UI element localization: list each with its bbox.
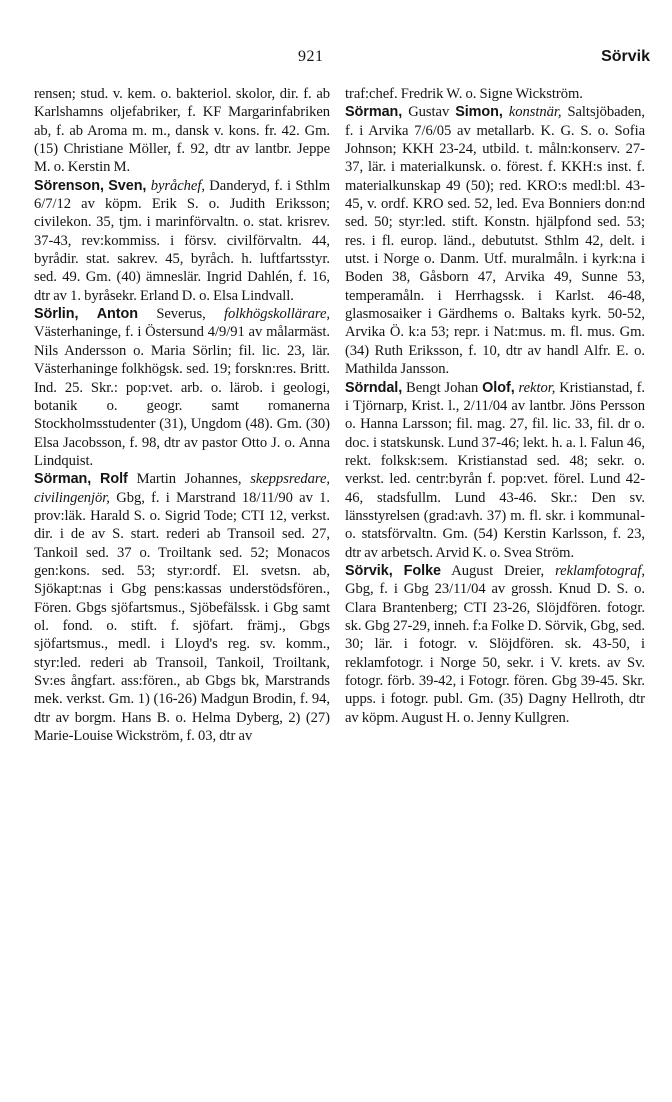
page-header (0, 48, 672, 72)
entry-surname: Sörvik, (345, 562, 393, 579)
page-number: 921 (298, 48, 324, 65)
entry-given-rest: August Dreier, (451, 562, 545, 579)
entry-surname: Sörenson, (34, 177, 104, 194)
entry-title: skeppsredare, civilingenjör, (34, 471, 330, 506)
right-column (345, 85, 645, 727)
entry-surname: Sörman, (34, 471, 92, 488)
entry-title: konstnär, (508, 104, 562, 121)
entry-given-rest: Severus, (156, 306, 206, 323)
entry-title: rektor, (518, 379, 556, 396)
entry-given-name: Rolf (100, 471, 128, 488)
entry-surname: Sörndal, (345, 379, 403, 396)
left-column (34, 85, 330, 745)
continuation-text: rensen; stud. v. kem. o. bakteriol. skolor, dir. f. ab Karlshamns oljefabriker, f. KF Margarinfabriken ab, f. ab Aroma m. m., dansk v. kons. fr. 42. Gm. (15) Christiane Möller, f. 92, dtr av lantbr. Jeppe M. o. Kerstin M. (34, 86, 330, 176)
entry-given-rest: Gustav (408, 104, 450, 121)
running-head: Sörvik (601, 48, 650, 65)
entry-given-rest: Bengt Johan (406, 379, 479, 396)
entry-given-name: Folke (403, 562, 442, 579)
entry-text: Gbg, f. i Marstrand 18/11/90 av 1. prov:läk. Harald S. o. Sigrid Tode; CTI 12, verkst. dir. i de av S. start. rederi ab Transoil sed. 27, Tankoil sed. 37 o. Troiltank sed. 52; Monacos gen:kons. sed. 53; styr:ordf. El. svetsn. ab, Sjökapt:nas i Gbg pens:kassas understödsfören., Fören. Gbgs sjöfartsmus., Sjöbefälssk. i Gbg samt ol. fond. o. stift. f. sjöfart. främj., Gbgs sjöfartsmus., medl. i Lloyd's reg. sv. komm., styr:led. rederi ab Transoil, Tankoil, Troiltank, Sv:es ångfart. ass:fören., ab Gbgs bk, Marstrands mek. verkst. Gm. 1) (16-26) Madgun Brodin, f. 94, dtr av borgm. Hans B. o. Helma Dyberg, 2) (27) Marie-Louise Wickström, f. 03, dtr av (34, 489, 331, 745)
entry-title: folkhögskollärare, (224, 306, 331, 323)
entry-sorenson (34, 177, 330, 305)
entry-surname: Sörman, (345, 104, 403, 121)
entry-title: byråchef, (150, 177, 205, 194)
entry-text: Saltsjöbaden, f. i Arvika 7/6/05 av metallarb. K. G. S. o. Sofia Johnson; KKH 23-24, utbild. t. måln:konserv. 27-37, lär. i materialkunsk. o. förest. f. KKH:s inst. f. materialkunskap 49 (50); red. KRO:s medl:bl. 43-45, v. ordf. KRO sed. 52, led. Eva Bonniers don:nd sed. 50; styr:led. stift. Konstn. hjälpfond sed. 53; res. i fl. europ. länd., debututst. Sthlm 42, delt. i utst. i Norge o. Danm. Utf. muralmåln. i kyrk:na i Boden 38, Gåsborn 47, Arvika 49, Sunne 53, temperamåln. i Herrhagssk. i Karlst. 46-48, glasmosaiker i Gärdhems o. Baltaks kyrk. 50-52, Arvika Ö. k:a 53; repr. i Nat:mus. m. fl. mus. Gm. (34) Ruth Eriksson, f. 10, dtr av handl Alfr. E. o. Mathilda Jansson. (345, 104, 646, 378)
entry-sorvik (345, 562, 645, 727)
entry-sorndal (345, 379, 645, 562)
entry-text: Danderyd, f. i Sthlm 6/7/12 av köpm. Erik S. o. Judith Eriksson; civilekon. 35, tjm. i marinförvaltn. o. stat. krisrev. 37-43, rev:kommiss. i försv. civilförvaltn. 44, byrådir. stat. sakrev. 45, byråch. h. luftfartsstyr. sed. 49. Gm. (40) ämneslär. Ingrid Dahlén, f. 16, dtr av 1. byråsekr. Erland D. o. Elsa Lindvall. (34, 177, 330, 304)
entry-text: Gbg, f. i Gbg 23/11/04 av grossh. Knud D. S. o. Clara Brantenberg; CTI 23-26, Slöjdfören. fotogr. sk. Gbg 27-29, inneh. f:a Folke D. Sörvik, Gbg, sed. 30; lär. i fotogr. v. Slöjdfören. sk. 43-50, i reklamfotogr. i Norge 50, sekr. i V. krets. av Sv. fotogr. förb. 39-42, i Fotogr. fören. Gbg 39-45. Skr. upps. i fotogr. publ. Gm. (35) Dagny Hellroth, dtr av köpm. August H. o. Jenny Kullgren. (345, 581, 645, 726)
entry-given-name: Sven, (108, 177, 147, 194)
entry-sorlin (34, 305, 330, 470)
entry-given-rest: Martin Johannes, (136, 471, 242, 488)
entry-given-name: Olof, (482, 379, 515, 396)
entry-title: reklamfotograf, (555, 562, 646, 579)
entry-text: Kristianstad, f. i Tjörnarp, Krist. l., 2/11/04 av lantbr. Jöns Persson o. Hanna Larsson; fil. mag. 27, fil. lic. 33, fil. dr o. doc. i statskunsk. Lund 37-46; lekt. h. a. l. Falun 46, rekt. folksk:sem. Kristianstad sed. 48; sekr. o. verkst. led. centr:byrån f. pop:vet. förel. Lund 42-46, stadsfullm. Lund 43-46. Skr.: Den sv. länsstyrelsen (grad:avh. 37) m. fl. skr. i kommunal- o. statsförvaltn. Gm. (54) Kerstin Karlsson, f. 23, dtr av arbetsch. Arvid K. o. Svea Ström. (345, 379, 646, 561)
entry-given-name: Anton (96, 306, 139, 323)
entry-sorman-rolf (34, 470, 330, 745)
entry-sorman-gustav (345, 103, 645, 378)
entry-surname: Sörlin, (34, 306, 79, 323)
entry-text: Västerhaninge, f. i Östersund 4/9/91 av målarmäst. Nils Andersson o. Maria Sörlin; fil. lic. 23, lär. Västerhaninge folkhögsk. sed. 19; forskn:res. Britt. Ind. 25. Skr.: pop:vet. arb. o. lärob. i geologi, botanik o. geogr. samt romanerna Stockholmsstudenter (31), Ungdom (48). Gm. (30) Elsa Jacobsson, f. 98, dtr av pastor Otto J. o. Anna Lindquist. (34, 324, 330, 469)
entry-given-name: Simon, (455, 104, 503, 121)
continuation-text: traf:chef. Fredrik W. o. Signe Wickström. (345, 86, 583, 102)
